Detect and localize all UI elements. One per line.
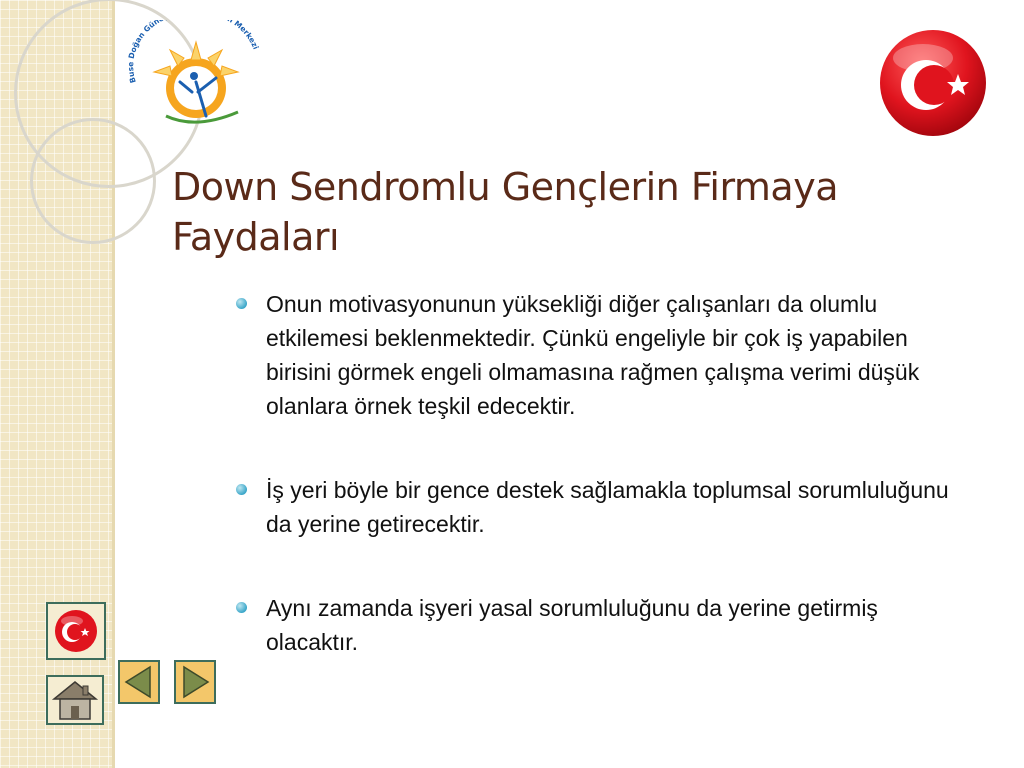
flag-nav-button[interactable] <box>46 602 106 660</box>
bullet-dot-icon <box>236 298 247 309</box>
bullet-text: Onun motivasyonunun yüksekliği diğer çalışanları da olumlu etkilemesi beklenmektedir. Çünkü engeliyle bir çok iş yapabilen birisini görmek engeli olmamasına rağmen çalışma verimi düşük olanlara örnek teşkil edecektir. <box>266 291 920 419</box>
bullet-text: İş yeri böyle bir gence destek sağlamakla toplumsal sorumluluğunu da yerine getirecektir. <box>266 477 949 537</box>
turkish-flag-icon <box>878 28 988 138</box>
turkish-flag-icon <box>48 604 104 658</box>
decorative-ring-bottom <box>30 118 156 244</box>
bullet-dot-icon <box>236 484 247 495</box>
bullet-dot-icon <box>236 602 247 613</box>
bullet-item <box>236 591 966 659</box>
triangle-left-icon <box>120 662 158 702</box>
rehabilitation-center-logo <box>126 20 266 130</box>
triangle-right-icon <box>176 662 214 702</box>
home-button[interactable] <box>46 675 104 725</box>
bullet-text: Aynı zamanda işyeri yasal sorumluluğunu da yerine getirmiş olacaktır. <box>266 595 878 655</box>
next-slide-button[interactable] <box>174 660 216 704</box>
slide-title: Down Sendromlu Gençlerin Firmaya Faydaları <box>172 165 838 259</box>
logo-text: Buse Doğan Gün Merkezi <box>126 20 261 85</box>
bullet-list <box>236 287 966 709</box>
previous-slide-button[interactable] <box>118 660 160 704</box>
home-icon <box>48 677 102 723</box>
bullet-item <box>236 287 966 423</box>
bullet-item <box>236 473 966 541</box>
